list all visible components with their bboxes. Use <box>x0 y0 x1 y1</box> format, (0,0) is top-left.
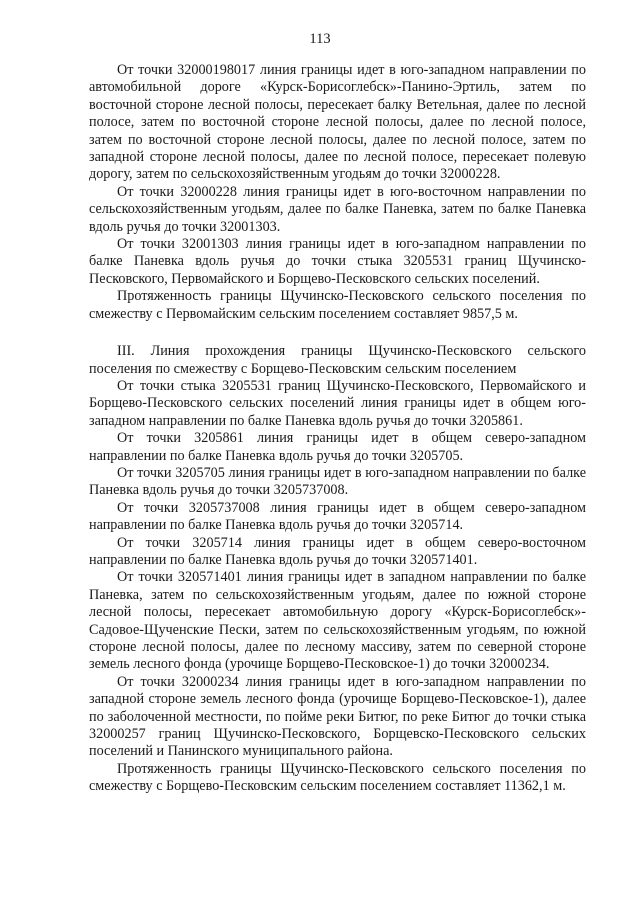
section-heading: III. Линия прохождения границы Щучинско-Песковского сельского поселения по смежеству с Борщево-Песковским сельским поселением <box>89 343 586 377</box>
page-number: 113 <box>309 31 331 47</box>
paragraph-3: От точки 32001303 линия границы идет в юго-западном направлении по балке Паневка вдоль ручья до точки стыка 3205531 границ Щучинско-Песковского, Первомайского и Борщево-Песковского сельских поселений. <box>89 236 586 287</box>
paragraph-9: От точки 3205714 линия границы идет в общем северо-восточном направлении по балке Паневка вдоль ручья до точки 320571401. <box>89 534 586 568</box>
paragraph-7: От точки 3205705 линия границы идет в юго-западном направлении по балке Паневка вдоль ручья до точки 3205737008. <box>89 464 586 499</box>
paragraph-2: От точки 32000228 линия границы идет в юго-восточном направлении по сельскохозяйственным угодьям, далее по балке Паневка, затем по балке Паневка вдоль ручья до точки 32001303. <box>89 183 586 235</box>
paragraph-1: От точки 32000198017 линия границы идет в юго-западном направлении по автомобильной дороге «Курск-Борисоглебск»-Панино-Эртиль, затем по восточной стороне лесной полосы, пересекает балку Ветельная, далее по лесной полосе, затем по восточной стороне лесной полосы, далее по лесной полосе, затем по восточной стороне лесной полосы, далее по лесной полосе, затем по западной стороне лесной полосы, далее по лесной полосе, пересекает полевую дорогу, затем по сельскохозяйственным угодьям до точки 32000228. <box>89 62 586 183</box>
paragraph-6: От точки 3205861 линия границы идет в общем северо-западном направлении по балке Паневка вдоль ручья до точки 3205705. <box>89 430 586 464</box>
paragraph-10: От точки 320571401 линия границы идет в западном направлении по балке Паневка, затем по сельскохозяйственным угодьям, далее по южной стороне лесной полосы, пересекает автомобильную дорогу «Курск-Борисоглебск»-Садовое-Щученские Пески, затем по сельскохозяйственным угодьям, по южной стороне лесной полосы, далее по лесному массиву, затем по северной стороне земель лесного фонда (урочище Борщево-Песковское-1) до точки 32000234. <box>89 569 586 673</box>
paragraph-5: От точки стыка 3205531 границ Щучинско-Песковского, Первомайского и Борщево-Песковского сельских поселений линия границы идет в общем юго-западном направлении по балке Паневка вдоль ручья до точки 3205861. <box>89 377 586 429</box>
document-body <box>89 62 586 796</box>
paragraph-4: Протяженность границы Щучинско-Песковского сельского поселения по смежеству с Первомайским сельским поселением составляет 9857,5 м. <box>89 288 586 322</box>
paragraph-12: Протяженность границы Щучинско-Песковского сельского поселения по смежеству с Борщево-Песковским сельским поселением составляет 11362,1 м. <box>89 760 586 795</box>
paragraph-11: От точки 32000234 линия границы идет в юго-западном направлении по западной стороне земель лесного фонда (урочище Борщево-Песковское-1), далее по заболоченной местности, по пойме реки Битюг, по реке Битюг до точки стыка 32000257 границ Щучинско-Песковского, Борщевско-Песковского сельских поселений и Панинского муниципального района. <box>89 673 586 760</box>
paragraph-8: От точки 3205737008 линия границы идет в общем северо-западном направлении по балке Паневка вдоль ручья до точки 3205714. <box>89 499 586 534</box>
